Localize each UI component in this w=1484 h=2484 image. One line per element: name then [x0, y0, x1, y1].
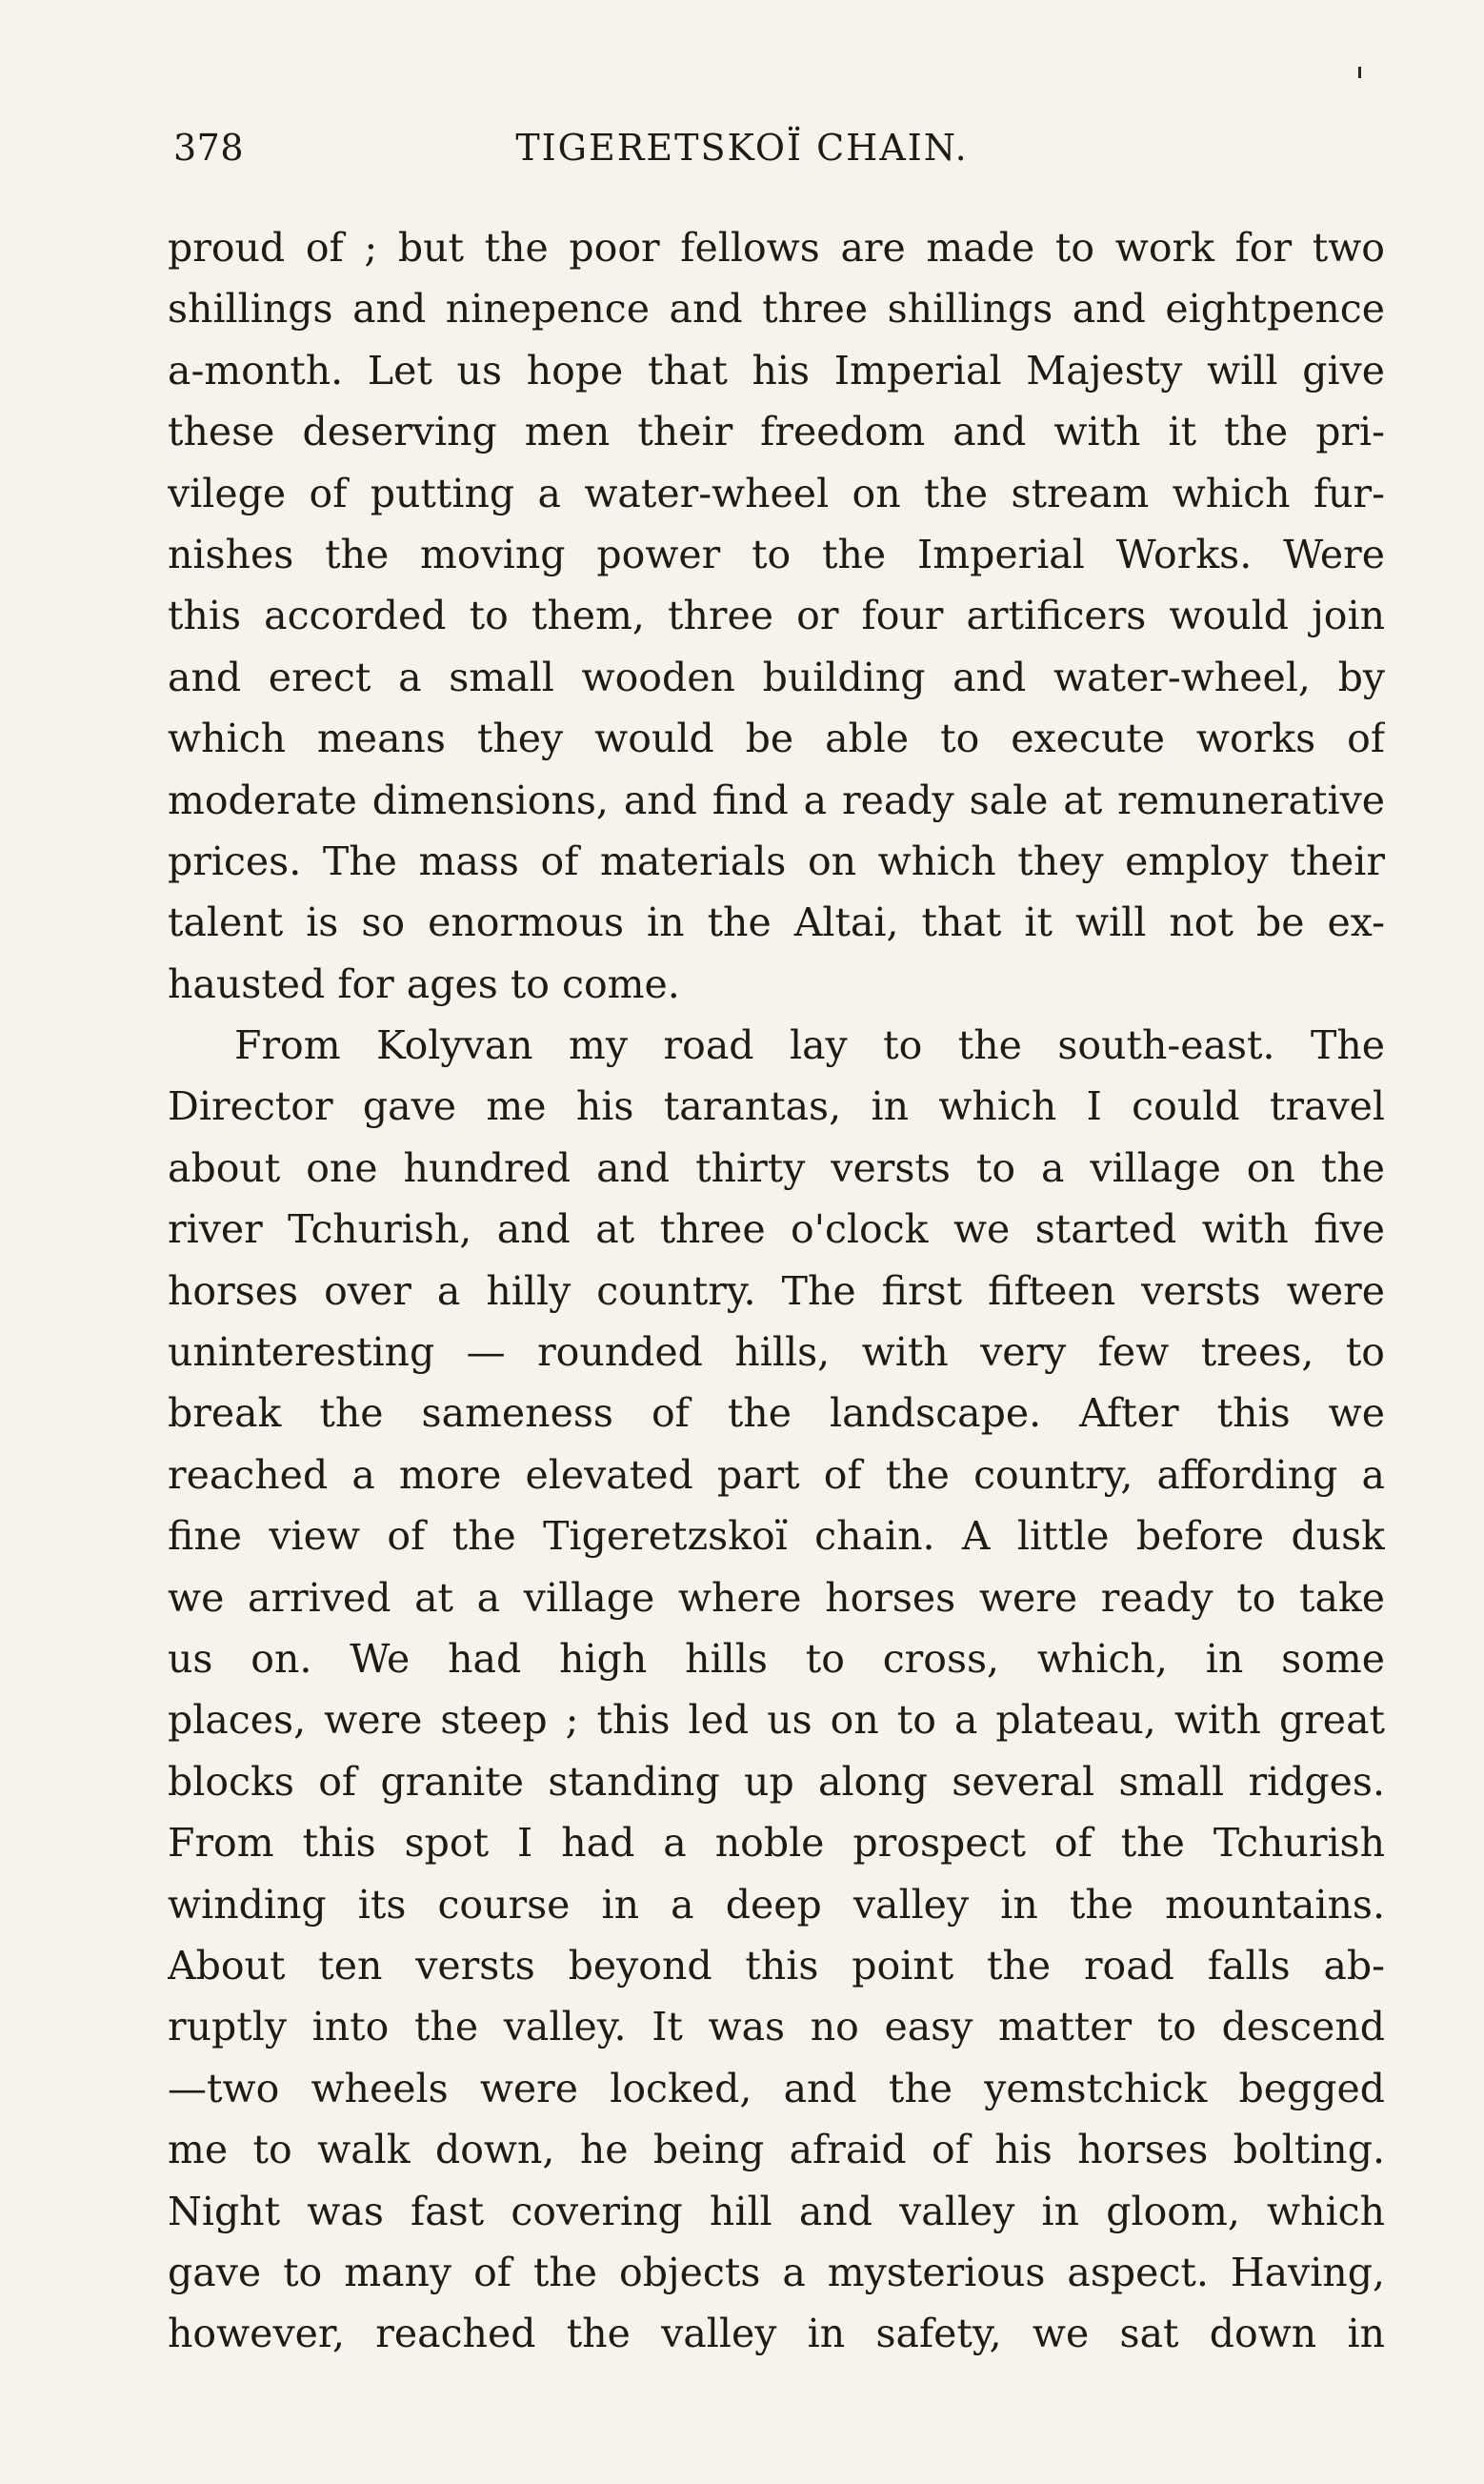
running-head: TIGERETSKOÏ CHAIN.	[515, 127, 969, 169]
text-line: reached a more elevated part of the country, affording a	[168, 1451, 1385, 1498]
text-line: nishes the moving power to the Imperial Works. Were	[168, 531, 1385, 577]
text-line: moderate dimensions, and find a ready sale at remunerative	[168, 777, 1385, 823]
text-line: me to walk down, he being afraid of his horses bolting.	[168, 2127, 1385, 2173]
text-line: ruptly into the valley. It was no easy matter to descend	[168, 2004, 1385, 2050]
text-line: about one hundred and thirty versts to a village on the	[168, 1144, 1385, 1191]
page-header	[0, 124, 1484, 172]
text-line: blocks of granite standing up along several small ridges.	[168, 1758, 1385, 1805]
paragraph-end-line: hausted for ages to come.	[168, 960, 680, 1007]
text-line: Director gave me his tarantas, in which I could travel	[168, 1083, 1385, 1130]
text-line: which means they would be able to execute works of	[168, 716, 1385, 762]
text-line: river Tchurish, and at three o'clock we started with five	[168, 1206, 1385, 1253]
text-line: gave to many of the objects a mysterious aspect. Having,	[168, 2249, 1385, 2295]
text-line: prices. The mass of materials on which they employ their	[168, 838, 1385, 884]
body-text	[168, 217, 1385, 2365]
text-line: shillings and ninepence and three shillings and eightpence	[168, 286, 1385, 333]
paragraph-start-line: From Kolyvan my road lay to the south-east. The	[234, 1022, 1385, 1069]
text-line: break the sameness of the landscape. After this we	[168, 1390, 1385, 1437]
text-line: however, reached the valley in safety, we sat down in	[168, 2311, 1385, 2357]
text-line: these deserving men their freedom and with it the pri-	[168, 409, 1385, 455]
text-line: fine view of the Tigeretzskoï chain. A little before dusk	[168, 1513, 1385, 1560]
print-mark	[1358, 67, 1361, 78]
text-line: and erect a small wooden building and water-wheel, by	[168, 654, 1385, 700]
text-line: horses over a hilly country. The first fifteen versts were	[168, 1267, 1385, 1314]
text-line: us on. We had high hills to cross, which, in some	[168, 1635, 1385, 1682]
text-line: uninteresting — rounded hills, with very few trees, to	[168, 1329, 1385, 1376]
text-line: we arrived at a village where horses were ready to take	[168, 1574, 1385, 1621]
text-line: winding its course in a deep valley in the mountains.	[168, 1881, 1385, 1928]
text-line: vilege of putting a water-wheel on the stream which fur-	[168, 470, 1385, 516]
text-line: a-month. Let us hope that his Imperial Majesty will give	[168, 347, 1385, 394]
text-line: talent is so enormous in the Altai, that it will not be ex-	[168, 899, 1385, 946]
page-number: 378	[173, 127, 245, 169]
text-line: —two wheels were locked, and the yemstchick begged	[168, 2065, 1385, 2111]
text-line: Night was fast covering hill and valley in gloom, which	[168, 2188, 1385, 2234]
text-line: this accorded to them, three or four artificers would join	[168, 593, 1385, 639]
text-line: About ten versts beyond this point the road falls ab-	[168, 1942, 1385, 1989]
text-line: proud of ; but the poor fellows are made to work for two	[168, 225, 1385, 271]
text-line: From this spot I had a noble prospect of the Tchurish	[168, 1820, 1385, 1867]
text-line: places, were steep ; this led us on to a plateau, with great	[168, 1697, 1385, 1744]
